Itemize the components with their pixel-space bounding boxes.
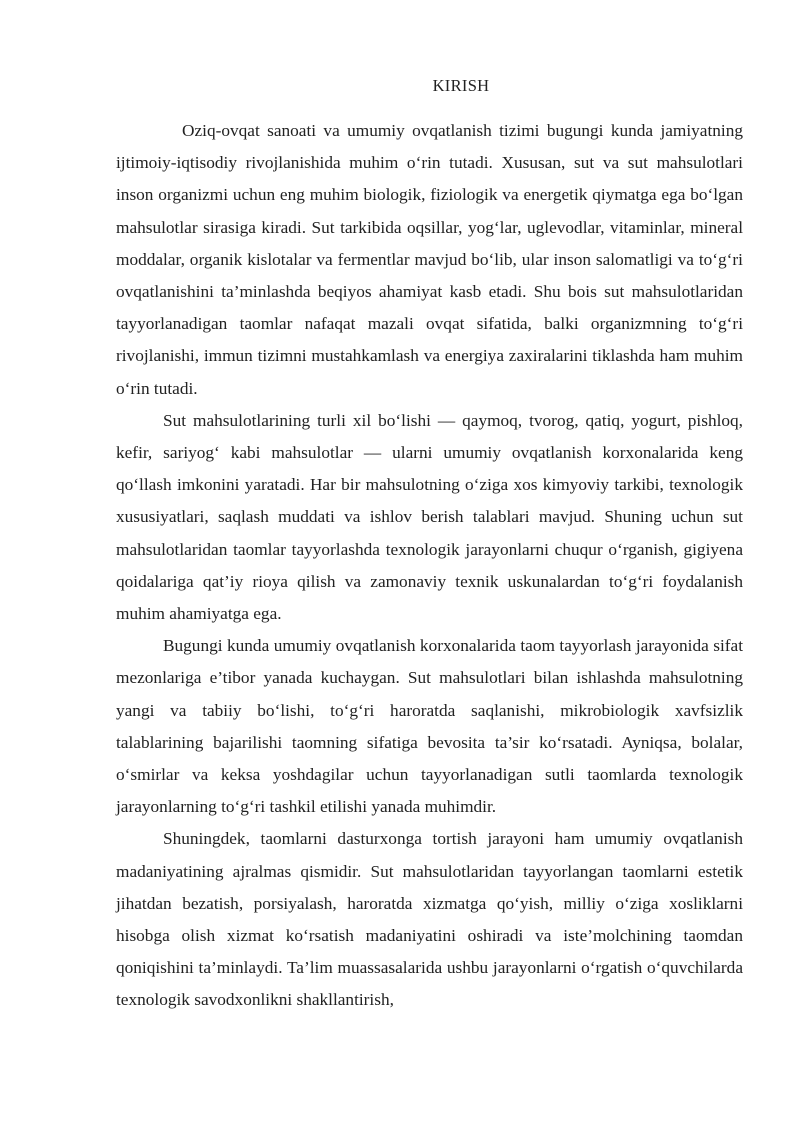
paragraph-3: Bugungi kunda umumiy ovqatlanish korxonalarida taom tayyorlash jarayonida sifat mezonlariga e’tibor yanada kuchaygan. Sut mahsulotlari bilan ishlashda mahsulotning yangi va tabiiy bo‘lishi, to‘g‘ri haroratda saqlanishi, mikrobiologik xavfsizlik talablarining bajarilishi taomning sifatiga bevosita ta’sir ko‘rsatadi. Ayniqsa, bolalar, o‘smirlar va keksa yoshdagilar uchun tayyorlanadigan sutli taomlarda texnologik jarayonlarning to‘g‘ri tashkil etilishi yanada muhimdir.	[116, 636, 743, 817]
page-title: KIRISH	[432, 76, 490, 95]
paragraph-2: Sut mahsulotlarining turli xil bo‘lishi — qaymoq, tvorog, qatiq, yogurt, pishloq, kefir, sariyog‘ kabi mahsulotlar — ularni umumiy ovqatlanish korxonalarida keng qo‘llash imkonini yaratadi. Har bir mahsulotning o‘ziga xos kimyoviy tarkibi, texnologik xususiyatlari, saqlash muddati va ishlov berish talablari mavjud. Shuning uchun sut mahsulotlaridan taomlar tayyorlashda texnologik jarayonlarni chuqur o‘rganish, gigiyena qoidalariga qat’iy rioya qilish va zamonaviy texnik uskunalardan to‘g‘ri foydalanish muhim ahamiyatga ega.	[116, 410, 743, 624]
paragraph-4: Shuningdek, taomlarni dasturxonga tortish jarayoni ham umumiy ovqatlanish madaniyatining ajralmas qismidir. Sut mahsulotlaridan tayyorlangan taomlarni estetik jihatdan bezatish, porsiyalash, haroratda xizmatga qo‘yish, milliy o‘ziga xosliklarni hisobga olish xizmat ko‘rsatish madaniyatini oshiradi va iste’molchining taomdan qoniqishini ta’minlaydi. Ta’lim muassasalarida ushbu jarayonlarni o‘rgatish o‘quvchilarda texnologik savodxonlikni shakllantirish,	[116, 829, 743, 1010]
document-body	[116, 115, 743, 1017]
paragraph-1: Oziq-ovqat sanoati va umumiy ovqatlanish tizimi bugungi kunda jamiyatning ijtimoiy-iqtisodiy rivojlanishida muhim o‘rin tutadi. Xususan, sut va sut mahsulotlari inson organizmi uchun eng muhim biologik, fiziologik va energetik qiymatga ega bo‘lgan mahsulotlar sirasiga kiradi. Sut tarkibida oqsillar, yog‘lar, uglevodlar, vitaminlar, mineral moddalar, organik kislotalar va fermentlar mavjud bo‘lib, ular inson salomatligi va to‘g‘ri ovqatlanishini ta’minlashda beqiyos ahamiyat kasb etadi. Shu bois sut mahsulotlaridan tayyorlanadigan taomlar nafaqat mazali ovqat sifatida, balki organizmning to‘g‘ri rivojlanishi, immun tizimni mustahkamlash va energiya zaxiralarini tiklashda ham muhim o‘rin tutadi.	[116, 121, 743, 398]
